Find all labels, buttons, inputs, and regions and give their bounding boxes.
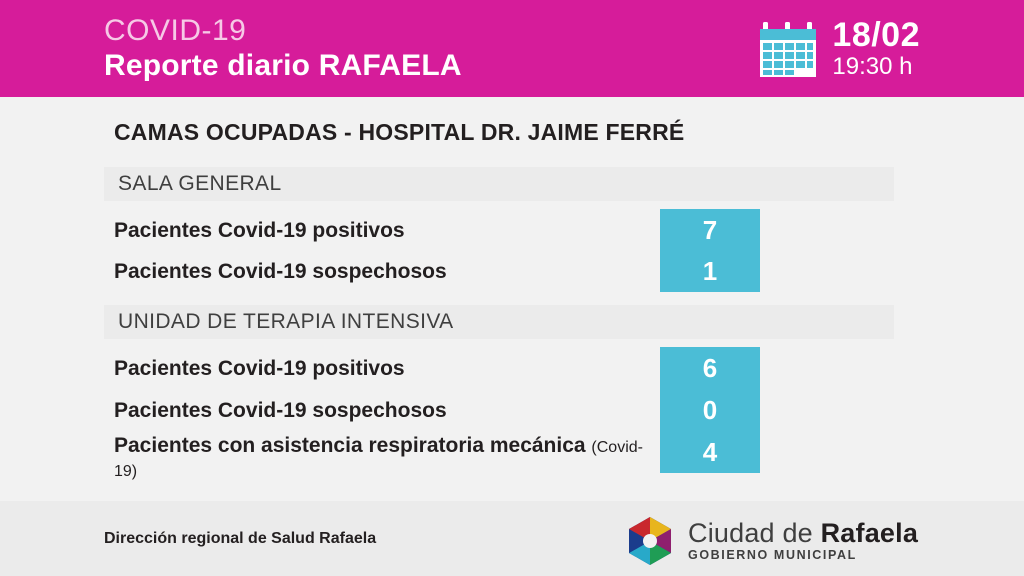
- page-footer: [0, 501, 1024, 576]
- page-header: [0, 0, 1024, 97]
- group-label: UNIDAD DE TERAPIA INTENSIVA: [118, 310, 454, 333]
- footer-source-text: Dirección regional de Salud Rafaela: [104, 529, 377, 547]
- logo-city-word: Ciudad de: [688, 518, 821, 549]
- logo-text: [688, 520, 918, 562]
- row-label-group: [114, 434, 654, 481]
- report-body: [0, 97, 1024, 501]
- status-badge: 0: [660, 389, 760, 431]
- report-date: 18/02: [832, 15, 920, 54]
- group-header-sala-general: [104, 167, 894, 201]
- table-row: [114, 434, 894, 494]
- group-label: SALA GENERAL: [118, 172, 282, 195]
- logo-secondary-text: GOBIERNO MUNICIPAL: [688, 548, 857, 563]
- header-title-group: [0, 15, 462, 82]
- row-label: Pacientes Covid-19 positivos: [114, 357, 405, 381]
- row-label: Pacientes Covid-19 sospechosos: [114, 399, 447, 423]
- report-datetime: [832, 15, 920, 81]
- header-date-group: [760, 15, 1024, 81]
- page-title: CAMAS OCUPADAS - HOSPITAL DR. JAIME FERRÉ: [114, 119, 685, 145]
- municipality-logo: [624, 515, 918, 567]
- row-label: Pacientes con asistencia respiratoria mecánica: [114, 434, 586, 457]
- table-row: [114, 350, 894, 388]
- calendar-icon: [760, 21, 816, 77]
- status-badge: 4: [660, 431, 760, 473]
- report-time: 19:30 h: [832, 53, 913, 81]
- table-row: [114, 253, 894, 291]
- group-header-terapia-intensiva: [104, 305, 894, 339]
- header-title-covid: COVID-19: [104, 14, 247, 48]
- status-badge: 7: [660, 209, 760, 251]
- status-badge: 1: [660, 250, 760, 292]
- table-row: [114, 392, 894, 430]
- header-title-report: Reporte diario RAFAELA: [104, 48, 462, 82]
- hexagon-logo-icon: [624, 515, 676, 567]
- table-row: [114, 212, 894, 250]
- row-label-note: (Covid-19): [114, 439, 643, 480]
- logo-primary-text: [688, 520, 918, 547]
- logo-rafaela-word: Rafaela: [820, 518, 919, 549]
- status-badge: 6: [660, 347, 760, 389]
- row-label: Pacientes Covid-19 positivos: [114, 219, 405, 243]
- row-label: Pacientes Covid-19 sospechosos: [114, 260, 447, 284]
